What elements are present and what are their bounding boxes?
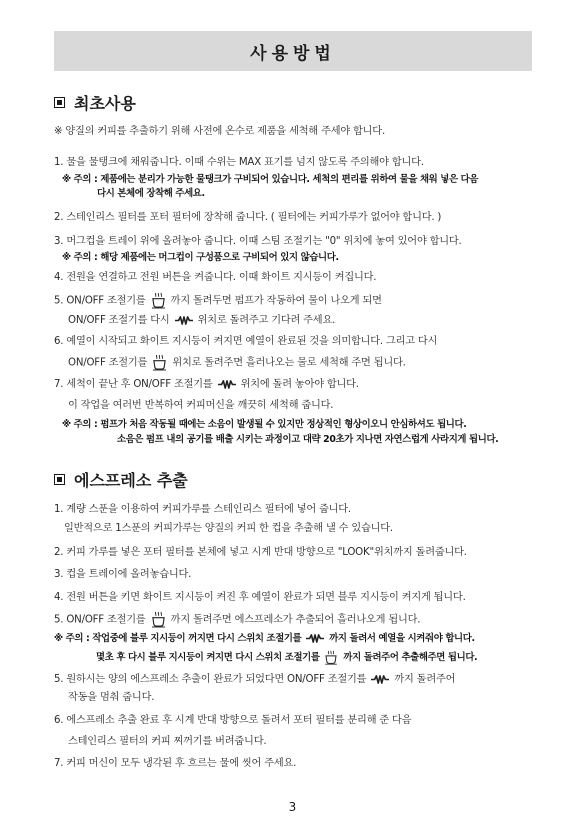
first-use-step-6b — [68, 354, 406, 371]
page-title: 사용방법 — [250, 43, 336, 64]
note-text: ※ 주의 : 작업중에 블루 지시등이 꺼지면 다시 스위치 조절기를 — [54, 633, 302, 644]
step-text: 까지 돌려주면 에스프레소가 추출되어 흘러나오게 됩니다. — [170, 614, 421, 626]
coffee-cup-icon — [151, 611, 166, 628]
first-use-note-7a: ※ 주의 : 펌프가 처음 작동될 때에는 소음이 발생될 수 있지만 정상적인 형상이오니 안심하셔도 됩니다. — [62, 419, 467, 430]
espresso-step-3: 3. 컵을 트레이에 올려놓습니다. — [54, 569, 192, 580]
section-title: 에스프레소 추출 — [74, 471, 188, 490]
step-text: 위치에 돌려 놓아야 합니다. — [240, 379, 359, 390]
square-bullet-icon — [54, 97, 65, 108]
espresso-step-4: 4. 전원 버튼을 키면 화이트 지시등이 켜진 후 예열이 완료가 되면 블루 지시등이 켜지게 됩니다. — [54, 592, 466, 603]
espresso-step-6a — [54, 673, 455, 686]
coffee-cup-icon — [152, 354, 167, 371]
steam-wave-icon — [371, 675, 389, 684]
section-espresso-heading — [54, 468, 188, 491]
espresso-step-5 — [54, 611, 420, 628]
steam-wave-icon — [218, 380, 236, 389]
espresso-step-2: 2. 커피 가루를 넣은 포터 필터를 본체에 넣고 시계 반대 방향으로 "LOOK"위치까지 돌려줍니다. — [54, 547, 467, 558]
step-text: ON/OFF 조절기를 — [68, 357, 148, 369]
step-text: 위치로 돌려주고 기다려 주세요. — [197, 315, 336, 326]
first-use-note-3: ※ 주의 : 해당 제품에는 머그컵이 구성품으로 구비되어 있지 않습니다. — [62, 252, 339, 263]
first-use-step-6a: 6. 예열이 시작되고 화이트 지시등이 켜지면 예열이 완료된 것을 의미합니다. 그리고 다시 — [54, 336, 438, 347]
first-use-note-1a: ※ 주의 : 제품에는 분리가 가능한 물탱크가 구비되어 있습니다. 세척의 편리를 위하여 물을 채워 넣은 다음 — [62, 174, 479, 185]
step-text: 5. ON/OFF 조절기를 — [54, 614, 146, 626]
step-text: 까지 돌려주어 — [394, 674, 456, 685]
first-use-step-1: 1. 물을 물탱크에 채워줍니다. 이때 수위는 MAX 표기를 넘지 않도록 주의해야 합니다. — [54, 157, 424, 168]
title-bar — [54, 31, 532, 71]
espresso-step-6b: 작동을 멈춰 줍니다. — [68, 692, 155, 703]
step-text: 5. 원하시는 양의 에스프레소 추출이 완료가 되었다면 ON/OFF 조절기를 — [54, 674, 367, 685]
section-first-use-heading — [54, 91, 136, 114]
step-text: 7. 세척이 끝난 후 ON/OFF 조절기를 — [54, 379, 213, 390]
espresso-step-8: 7. 커피 머신이 모두 냉각된 후 흐르는 물에 씻어 주세요. — [54, 758, 297, 769]
espresso-note-5a — [54, 633, 475, 645]
first-use-step-7b: 이 작업을 여러번 반복하여 커피머신을 깨끗히 세척해 줍니다. — [68, 400, 334, 411]
first-use-note-7b: 소음은 펌프 내의 공기를 배출 시키는 과정이고 대략 20초가 지나면 자연스럽게 사라지게 됩니다. — [117, 434, 499, 445]
espresso-note-5b — [96, 650, 477, 665]
step-text: ON/OFF 조절기를 다시 — [68, 315, 170, 326]
first-use-intro: ※ 양질의 커피를 추출하기 위해 사전에 온수로 제품을 세척해 주세야 합니다. — [54, 126, 385, 137]
first-use-step-7a — [54, 378, 359, 391]
note-text: 몇초 후 다시 블루 지시등이 켜지면 다시 스위치 조절기를 — [96, 652, 320, 663]
steam-wave-icon — [306, 634, 324, 643]
step-text: 까지 돌려두면 펌프가 작동하여 물이 나오게 되면 — [170, 295, 382, 307]
note-text: 까지 돌려주어 추출해주면 됩니다. — [343, 652, 478, 663]
first-use-step-5a — [54, 292, 382, 309]
espresso-step-1a: 1. 계량 스푼을 이용하여 커피가루를 스테인리스 필터에 넣어 줍니다. — [54, 504, 351, 515]
first-use-note-1b: 다시 본체에 장착해 주세요. — [97, 188, 205, 199]
section-title: 최초사용 — [74, 94, 136, 113]
first-use-step-4: 4. 전원을 연결하고 전원 버튼을 켜줍니다. 이때 화이트 지시등이 켜집니다. — [54, 272, 377, 283]
note-text: 까지 돌려서 예열을 시켜줘야 합니다. — [329, 633, 475, 644]
steam-wave-icon — [175, 316, 193, 325]
page-number: 3 — [288, 800, 297, 814]
step-text: 위치로 돌려주면 흘러나오는 물로 세척해 주면 됩니다. — [172, 357, 406, 369]
coffee-cup-icon — [151, 292, 166, 309]
first-use-step-5b — [68, 314, 335, 327]
coffee-cup-icon — [324, 650, 338, 665]
espresso-step-7b: 스테인리스 필터의 커피 찌꺼기를 버려줍니다. — [68, 736, 267, 747]
step-text: 5. ON/OFF 조절기를 — [54, 295, 146, 307]
square-bullet-icon — [54, 474, 65, 485]
espresso-step-7a: 6. 에스프레소 추출 완료 후 시계 반대 방향으로 돌려서 포터 필터를 분리해 준 다음 — [54, 715, 412, 726]
first-use-step-3: 3. 머그컵을 트레이 위에 올려놓아 줍니다. 이때 스팀 조절기는 "0" 위치에 놓여 있어야 합니다. — [54, 236, 462, 247]
espresso-step-1b: 일반적으로 1스푼의 커피가루는 양질의 커피 한 컵을 추출해 낼 수 있습니다. — [64, 523, 393, 534]
first-use-step-2: 2. 스테인리스 필터를 포터 필터에 장착해 줍니다. ( 필터에는 커피가루가 없어야 합니다. ) — [54, 212, 442, 223]
